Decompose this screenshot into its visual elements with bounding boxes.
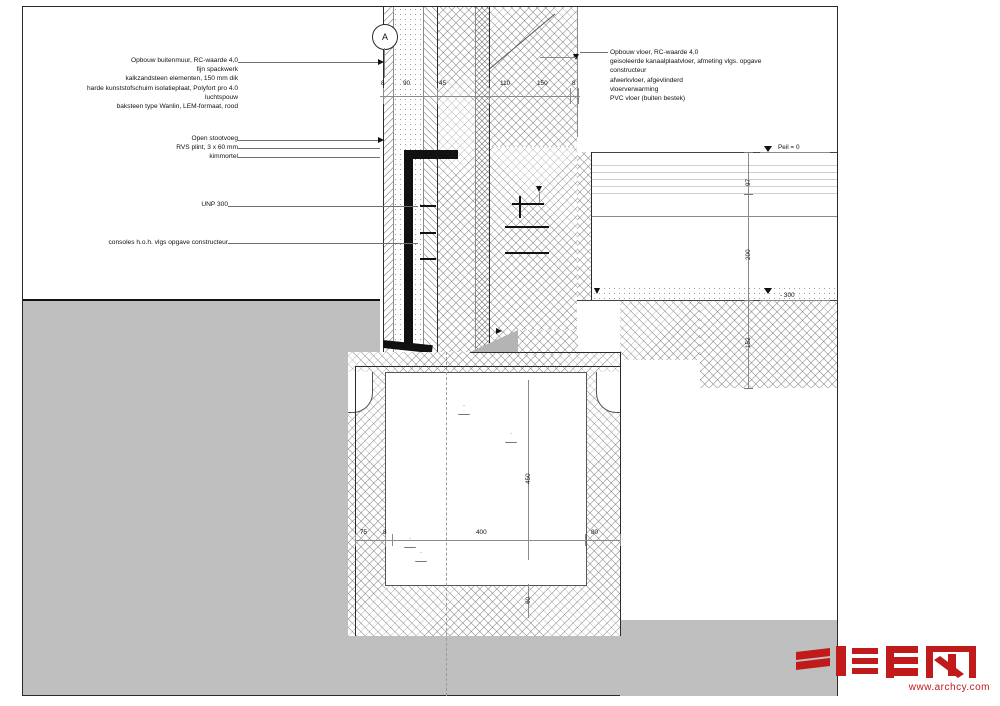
level-symbol-300 [764, 288, 772, 294]
top-dim-line [380, 96, 580, 97]
level-line-0 [760, 152, 830, 153]
unp300-web [404, 150, 413, 310]
annotation-line: constructeur [610, 67, 647, 75]
dim-top-2: 90 [403, 80, 411, 87]
annotation-line: geisoleerde kanaalplaatvloer, afmeting vlgs. opgave [610, 58, 762, 66]
dim-top-5: 150 [537, 80, 548, 87]
wall-finish-layer [475, 7, 489, 352]
leader-left-1 [238, 62, 380, 63]
watermark-logo-icon [790, 642, 990, 682]
detail-marker-label: A [381, 32, 388, 42]
annotation-line: fijn spackwerk [196, 66, 238, 74]
hollow-core-slab [577, 194, 837, 301]
dim-top-3: 45 [439, 80, 447, 87]
annotation-floor-assembly [610, 48, 890, 103]
dim-footing-75: 75 [360, 529, 368, 536]
leader-arrow-1 [378, 59, 384, 65]
level-label-300: - 300 [780, 292, 795, 299]
level-symbol-0 [764, 146, 772, 152]
dim-right-97: 97 [745, 178, 752, 186]
leader-arrow-2 [378, 137, 384, 143]
annotation-unp300: UNP 300 [201, 201, 228, 208]
foundation-top-line [355, 366, 620, 367]
annotation-wall-assembly [20, 56, 238, 111]
foundation-centre-line [446, 352, 447, 696]
annotation-consoles: consoles h.o.h. vlgs opgave constructeur [108, 239, 228, 246]
console-tick-2 [420, 232, 436, 234]
leader-left-2b [238, 148, 380, 149]
annotation-line: PVC vloer (buiten bestek) [610, 95, 686, 103]
level-line-300 [760, 300, 830, 301]
dim-footing-80: 80 [591, 529, 599, 536]
dim-top-6: 8 [572, 80, 576, 87]
floor-screed [577, 160, 837, 194]
annotation-line: kimmortel [209, 153, 238, 161]
dim-footing-60: 60 [525, 596, 532, 604]
detail-marker-leader [384, 48, 385, 78]
annotation-line: Opbouw vloer, RC-waarde 4,0 [610, 49, 699, 56]
leader-left-3 [228, 206, 418, 207]
leader-left-4 [228, 243, 418, 244]
footing-height-dim-line [528, 380, 529, 560]
arrow-right-1 [496, 328, 502, 334]
annotation-line: harde kunststofschuim isolatieplaat, Polyfort pro 4.0 [86, 84, 238, 92]
leader-left-2 [238, 140, 380, 141]
annotation-line: Opbouw buitenmuur, RC-waarde 4,0 [130, 57, 238, 64]
foundation-cap-block [518, 330, 578, 354]
annotation-line: Open stootvoeg [191, 135, 238, 142]
dim-right-152: 152 [745, 337, 752, 348]
unp300-top-flange [404, 150, 458, 159]
leader-right-1 [580, 52, 608, 53]
wall-lower-block [489, 147, 577, 352]
right-dim-line [748, 152, 749, 388]
annotation-line: RVS plint, 3 x 60 mm [176, 144, 238, 152]
anchor-bar-4 [512, 203, 544, 205]
detail-marker-bubble [372, 24, 398, 50]
dim-right-200: 200 [745, 249, 752, 260]
annotation-line: afwerkvloer, afgevlinderd [610, 76, 683, 84]
dim-footing-8: 8 [383, 529, 387, 536]
console-tick-3 [420, 258, 436, 260]
slab-underside-insulation [577, 286, 837, 300]
dim-top-4: 110 [500, 80, 511, 87]
unp300-bottom-flange [383, 300, 443, 352]
watermark [790, 642, 990, 698]
anchor-bar-1 [505, 226, 549, 228]
anchor-bar-3 [519, 196, 521, 218]
leader-left-2c [238, 157, 380, 158]
annotation-line: vloerverwarming [610, 85, 659, 93]
foundation-core [385, 372, 587, 586]
annotation-line: kalkzandsteen elementen, 150 mm dik [125, 75, 238, 83]
ground-line-left [23, 299, 380, 301]
annotation-line: baksteen type Wanlin, LEM-formaat, rood [116, 103, 238, 111]
dim-top-1: 8 [381, 80, 385, 87]
watermark-url: www.archcy.com [908, 682, 990, 693]
wall-break-line [489, 14, 577, 74]
anchor-bar-2 [505, 252, 549, 254]
footing-dim-line [355, 540, 620, 541]
slab-end-block [577, 152, 591, 300]
fill-hatch-right-2 [700, 300, 837, 388]
annotation-line: luchtspouw [205, 93, 238, 101]
dim-footing-450: 450 [525, 473, 532, 484]
soil-fill-left [23, 300, 380, 636]
dim-footing-400: 400 [476, 529, 487, 536]
arrow-down-2 [594, 288, 600, 294]
console-tick-1 [420, 205, 436, 207]
annotation-plinth [20, 134, 238, 162]
level-label-0: Peil = 0 [778, 144, 800, 151]
